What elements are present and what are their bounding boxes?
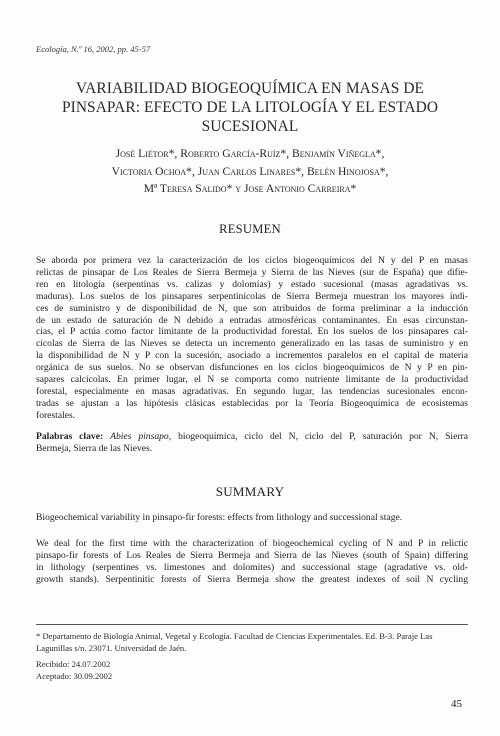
- abstract-line: Se aborda por primera vez la caracterización de los ciclos biogeoquímicos del N y del P en masas: [36, 255, 468, 266]
- author-line: José Liétor*, Roberto García-Ruíz*, Benjamín Viñegla*,: [115, 147, 385, 160]
- received-date: Recibido: 24.07.2002: [36, 659, 111, 669]
- resumen-heading: RESUMEN: [219, 222, 281, 236]
- abstract-line: cícolas de Sierra de las Nieves se detecta un incremento generalizado en las tasas de suministro y en: [36, 338, 468, 350]
- summary-subtitle-text: Biogeochemical variability in pinsapo-fir forests: effects from lithology and successional stage.: [36, 512, 403, 523]
- abstract-line: cias, el P actúa como factor limitante de la productividad forestal. En los suelos de los pinsapares cal-: [36, 326, 468, 338]
- resumen-abstract: [36, 255, 468, 422]
- affiliation-line: * Departamento de Biología Animal, Vegetal y Ecología. Facultad de Ciencias Experimentales. Ed. B-3. Paraje Las: [36, 631, 433, 641]
- summary-line: pinsapo-fir forests of Los Reales de Sierra Bermeja and Sierra de las Nieves (south of Spain) differing: [36, 549, 468, 561]
- title-line: SUCESIONAL: [201, 118, 299, 135]
- summary-heading: SUMMARY: [215, 484, 285, 499]
- summary-line: We deal for the first time with the characterization of biogeochemical cycling of N and P in relictic: [36, 538, 468, 549]
- abstract-line: ren en litología (serpentinas vs. calizas y dolomías) y estado sucesional (masas agradativas vs.: [36, 278, 468, 290]
- abstract-line: ces de suministro y de disponibilidad de N, que son atribuidos de forma preliminar a la inducción: [36, 302, 468, 314]
- abstract-line: de un estado de saturación de N debido a entradas atmosféricas contaminantes. En esas circunstan-: [36, 314, 468, 326]
- submission-dates: [36, 659, 468, 682]
- summary-abstract: [36, 538, 468, 586]
- abstract-line: relictas de pinsapar de Los Reales de Sierra Bermeja y Sierra de las Nieves (sur de España) que difie-: [36, 266, 468, 278]
- keywords-label: Palabras clave:: [36, 431, 104, 442]
- abstract-line: maduras). Los suelos de los pinsapares serpentinícolas de Sierra Bermeja muestran los mayores índi-: [36, 290, 468, 302]
- abstract-line: tradas se ajustan a las hipótesis clásicas establecidas por la Teoría Biogeoquímica de ecosistemas: [36, 397, 468, 409]
- footnote-divider: [36, 624, 468, 625]
- abstract-line: forestal, especialmente en masas agradativas. En segundo lugar, las tendencias sucesionales encon-: [36, 385, 468, 397]
- keywords-line: Bermeja, Sierra de las Nieves.: [36, 442, 153, 454]
- abstract-line: forestales.: [36, 409, 76, 421]
- summary-line: in lithology (serpentines vs. limestones and dolomites) and successional stage (agradative vs. old-: [36, 561, 468, 573]
- article-title: [40, 79, 460, 136]
- journal-reference: Ecología, N.º 16, 2002, pp. 45-57: [36, 44, 151, 54]
- affiliation-line: Lagunillas s/n. 23071. Universidad de Jaén.: [36, 642, 187, 653]
- summary-line: growth stands). Serpentinitic forests of Sierra Bermeja show the greatest indexes of soil N cycling: [36, 573, 468, 585]
- author-list: [30, 145, 470, 198]
- abstract-line: la disponibilidad de N y P con la sucesión, asociado a incrementos paralelos en el capital de materia: [36, 350, 468, 362]
- page-number: 45: [451, 698, 462, 710]
- title-line: PINSAPAR: EFECTO DE LA LITOLOGÍA Y EL ESTADO: [61, 99, 439, 116]
- abstract-line: sapares calcícolas. En primer lugar, el N se comporta como nutriente limitante de la productividad: [36, 374, 468, 386]
- keywords: [36, 431, 468, 455]
- title-line: VARIABILIDAD BIOGEOQUÍMICA EN MASAS DE: [75, 80, 425, 97]
- keywords-line: [36, 431, 468, 443]
- accepted-date: Aceptado: 30.09.2002: [36, 670, 113, 681]
- abstract-line: orgánica de sus suelos. No se observan disfunciones en los ciclos biogeoquímicos de N y P en pin-: [36, 362, 468, 374]
- keywords-rest: , biogeoquímica, ciclo del N, ciclo del P, saturación por N, Sierra: [168, 431, 468, 442]
- keyword-species: Abies pinsapo: [110, 431, 169, 442]
- author-line: Mª Teresa Salido* y Jose Antonio Carreira*: [143, 182, 357, 196]
- summary-subtitle: [36, 512, 468, 524]
- author-affiliation: [36, 631, 468, 654]
- author-line: Victoria Ochoa*, Juan Carlos Linares*, Belén Hinojosa*,: [111, 164, 389, 178]
